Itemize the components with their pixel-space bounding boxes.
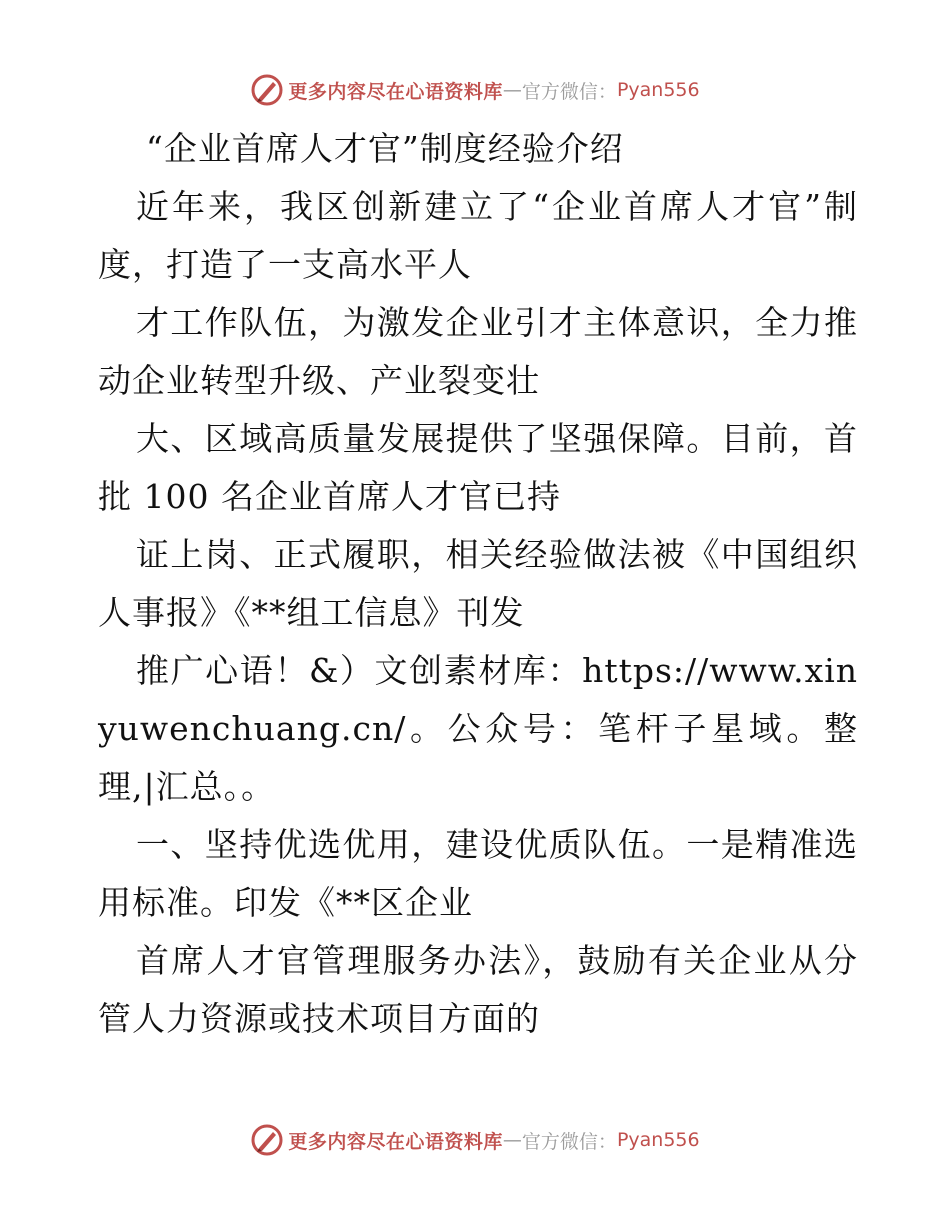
pen-logo-icon [250,1123,284,1157]
banner-contact-id: Pyan556 [616,79,700,101]
footer-banner [0,1120,950,1160]
document-title: “企业首席人才官”制度经验介绍 [146,129,624,168]
pen-logo-icon [250,73,284,107]
banner-text: 更多内容尽在心语资料库 [288,1130,503,1153]
banner-dash: — [502,1129,522,1151]
paragraph: 大、区域高质量发展提供了坚强保障。目前，首批 100 名企业首席人才官已持 [98,419,858,516]
paragraph: 近年来，我区创新建立了“企业首席人才官”制度，打造了一支高水平人 [98,187,858,284]
paragraph: 才工作队伍，为激发企业引才主体意识，全力推动企业转型升级、产业裂变壮 [98,303,858,400]
paragraph: 推广心语！&）文创素材库：https://www.xinyuwenchuang.cn/。公众号：笔杆子星域。整理,|汇总。。 [98,651,858,806]
paragraph: 一、坚持优选优用，建设优质队伍。一是精准选用标准。印发《**区企业 [98,825,858,922]
header-banner [0,70,950,110]
paragraph: 首席人才官管理服务办法》，鼓励有关企业从分管人力资源或技术项目方面的 [98,941,858,1038]
banner-dash: — [502,79,522,101]
document-body [98,120,858,1048]
banner-contact-id: Pyan556 [616,1129,700,1151]
paragraph: 证上岗、正式履职，相关经验做法被《中国组织人事报》《**组工信息》刊发 [98,535,858,632]
banner-contact-label: 官方微信： [521,1130,617,1153]
banner-contact-label: 官方微信： [521,80,617,103]
banner-text: 更多内容尽在心语资料库 [288,80,503,103]
